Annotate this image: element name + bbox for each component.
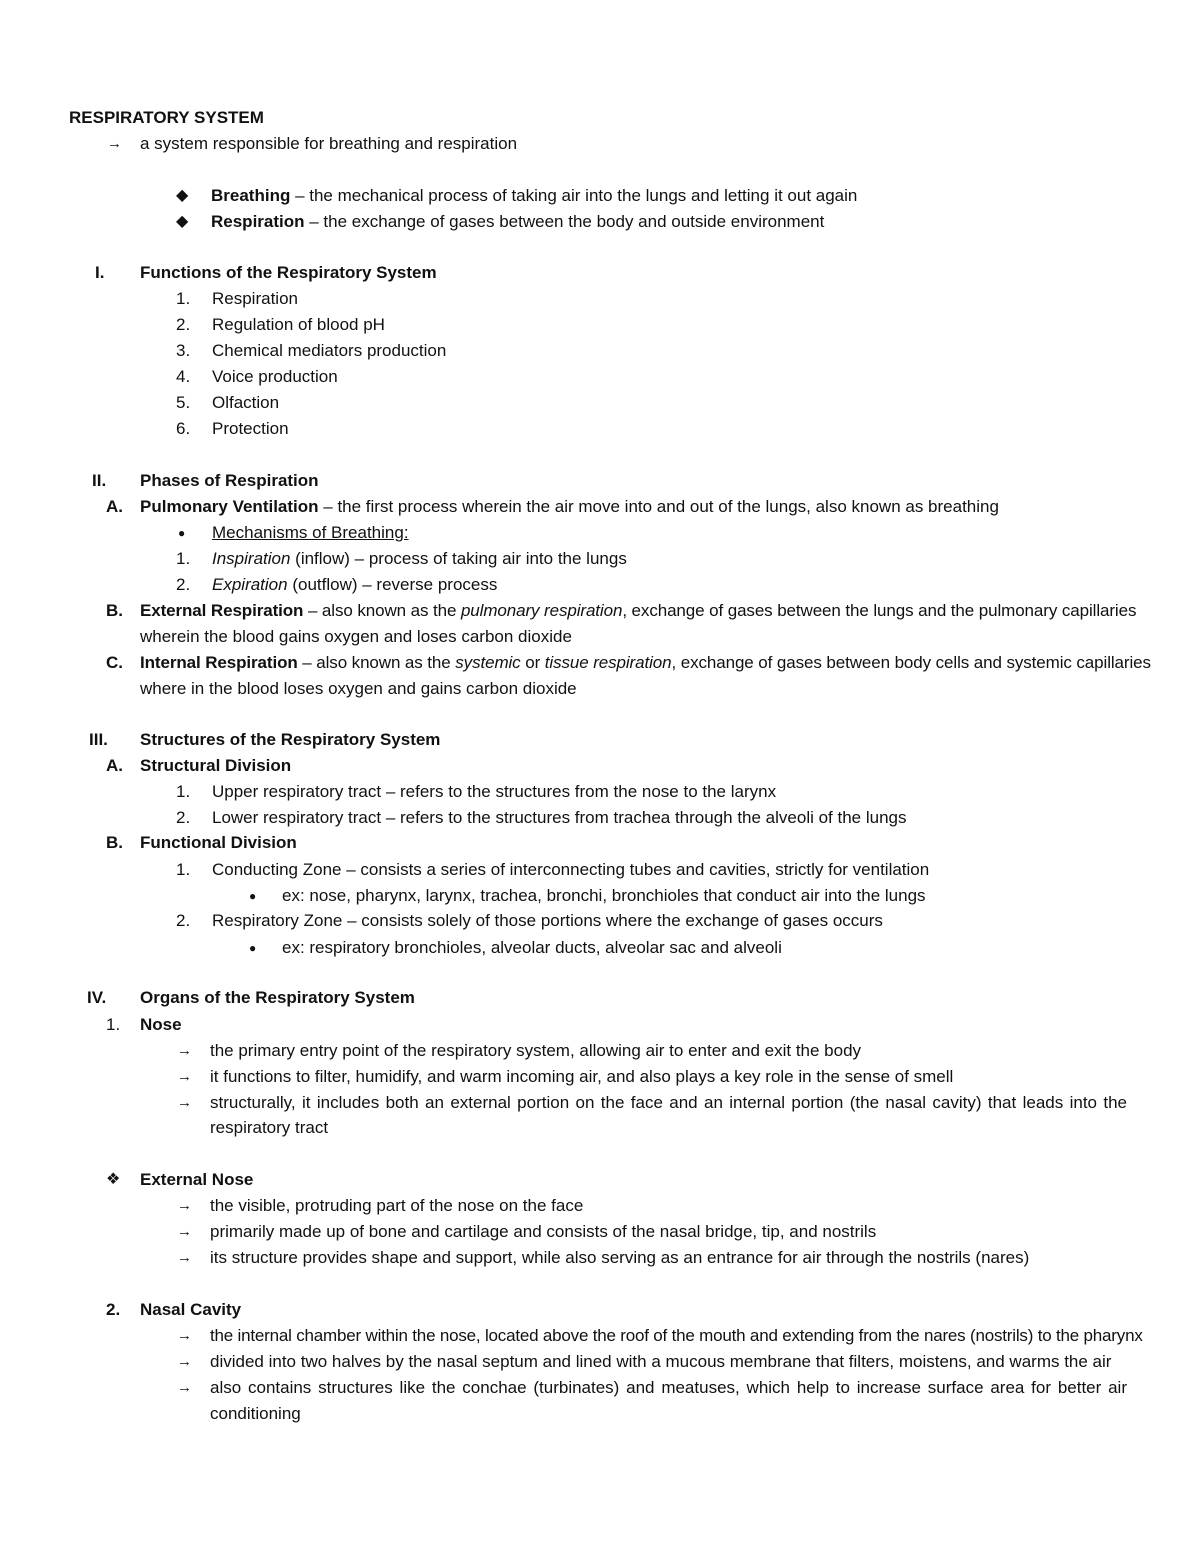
term: Pulmonary Ventilation	[140, 497, 319, 516]
list-number: 1.	[176, 289, 191, 308]
definition-term: Breathing	[211, 186, 291, 205]
list-number: 1.	[176, 782, 191, 801]
external-nose-point: primarily made up of bone and cartilage and consists of the nasal bridge, tip, and nostrils	[210, 1222, 877, 1241]
subsection-heading: Structural Division	[140, 756, 292, 775]
arrow-icon: →	[177, 1042, 192, 1059]
subsection-letter: B.	[106, 601, 123, 620]
arrow-icon: →	[177, 1094, 192, 1111]
subsection-letter: A.	[106, 497, 123, 516]
bullet-icon: ●	[178, 526, 186, 540]
example-item: ex: nose, pharynx, larynx, trachea, bronchi, bronchioles that conduct air into the lungs	[282, 886, 926, 905]
list-item: Chemical mediators production	[212, 341, 447, 360]
arrow-icon: →	[177, 1327, 192, 1344]
example-item: ex: respiratory bronchioles, alveolar ducts, alveolar sac and alveoli	[282, 938, 782, 957]
arrow-icon: →	[107, 135, 122, 152]
internal-respiration-cont: where in the blood loses oxygen and gains carbon dioxide	[140, 679, 577, 698]
list-item: Respiration	[212, 289, 298, 308]
term-text: (inflow) – process of taking air into the lungs	[290, 549, 627, 568]
list-number: 4.	[176, 367, 191, 386]
arrow-icon: →	[177, 1068, 192, 1085]
arrow-icon: →	[177, 1249, 192, 1266]
term-text: (outflow) – reverse process	[287, 575, 498, 594]
definition-text: – the mechanical process of taking air into the lungs and letting it out again	[290, 186, 858, 205]
term: Expiration	[212, 575, 288, 594]
section-heading: Organs of the Respiratory System	[140, 988, 415, 1007]
term-text: or	[520, 653, 545, 672]
subsection-letter: B.	[106, 833, 123, 852]
list-item: Olfaction	[212, 393, 280, 412]
definition-respiration	[211, 211, 824, 233]
list-number: 1.	[176, 860, 191, 879]
term: Internal Respiration	[140, 653, 298, 672]
external-respiration	[140, 600, 1137, 622]
nasal-cavity-point: divided into two halves by the nasal septum and lined with a mucous membrane that filters, moistens, and warms the air	[210, 1352, 1112, 1371]
section-number: II.	[92, 471, 107, 490]
section-heading: Phases of Respiration	[140, 471, 319, 490]
list-number: 5.	[176, 393, 191, 412]
page-title: RESPIRATORY SYSTEM	[69, 108, 264, 127]
organ-number: 2.	[106, 1300, 121, 1319]
organ-heading: Nasal Cavity	[140, 1300, 242, 1319]
list-number: 2.	[176, 575, 191, 594]
expiration-item	[212, 574, 497, 596]
arrow-icon: →	[177, 1197, 192, 1214]
list-item: Lower respiratory tract – refers to the structures from trachea through the alveoli of the lungs	[212, 808, 907, 827]
term: External Respiration	[140, 601, 304, 620]
arrow-icon: →	[177, 1223, 192, 1240]
list-number: 2.	[176, 315, 191, 334]
list-item: Protection	[212, 419, 289, 438]
subsection-letter: A.	[106, 756, 123, 775]
bullet-icon: ●	[249, 889, 257, 903]
nasal-cavity-point: also contains structures like the conchae (turbinates) and meatuses, which help to increase surface area for better air	[210, 1378, 1127, 1397]
subsection-letter: C.	[106, 653, 123, 672]
term-text: – also known as the	[297, 653, 456, 672]
nasal-cavity-point-cont: conditioning	[210, 1404, 301, 1423]
section-heading: Structures of the Respiratory System	[140, 730, 441, 749]
pulmonary-ventilation	[140, 496, 999, 518]
fancy-diamond-icon: ❖	[106, 1171, 121, 1188]
definition-text: – the exchange of gases between the body and outside environment	[304, 212, 825, 231]
subsection-heading: Functional Division	[140, 833, 297, 852]
term-text: , exchange of gases between the lungs and the pulmonary capillaries	[622, 601, 1137, 620]
section-number: IV.	[87, 988, 107, 1007]
external-respiration-cont: wherein the blood gains oxygen and loses carbon dioxide	[140, 627, 572, 646]
nose-point: the primary entry point of the respiratory system, allowing air to enter and exit the body	[210, 1041, 862, 1060]
definition-breathing	[211, 185, 857, 207]
diamond-bullet-icon: ◆	[176, 187, 189, 204]
organ-number: 1.	[106, 1015, 121, 1034]
intro-text: a system responsible for breathing and respiration	[140, 134, 518, 153]
nose-point: structurally, it includes both an external portion on the face and an internal portion (the nasal cavity) that leads into the	[210, 1093, 1127, 1112]
organ-heading: Nose	[140, 1015, 182, 1034]
bullet-icon: ●	[249, 941, 257, 955]
section-number: III.	[89, 730, 108, 749]
nose-point: it functions to filter, humidify, and warm incoming air, and also plays a key role in the sense of smell	[210, 1067, 954, 1086]
mechanisms-heading: Mechanisms of Breathing:	[212, 523, 409, 542]
term-text: , exchange of gases between body cells and systemic capillaries	[671, 653, 1151, 672]
italic-term: tissue respiration	[544, 653, 672, 672]
internal-respiration	[140, 652, 1151, 674]
nasal-cavity-point: the internal chamber within the nose, located above the roof of the mouth and extending from the nares (nostrils) to the pharynx	[210, 1326, 1143, 1345]
nose-point-cont: respiratory tract	[210, 1118, 329, 1137]
external-nose-point: the visible, protruding part of the nose on the face	[210, 1196, 584, 1215]
list-number: 1.	[176, 549, 191, 568]
diamond-bullet-icon: ◆	[176, 213, 189, 230]
list-number: 2.	[176, 808, 191, 827]
italic-term: pulmonary respiration	[460, 601, 623, 620]
arrow-icon: →	[177, 1353, 192, 1370]
inspiration-item	[212, 548, 627, 570]
term-text: – the first process wherein the air move into and out of the lungs, also known as breathing	[318, 497, 999, 516]
list-item: Voice production	[212, 367, 338, 386]
definition-term: Respiration	[211, 212, 305, 231]
italic-term: systemic	[455, 653, 521, 672]
list-item: Upper respiratory tract – refers to the structures from the nose to the larynx	[212, 782, 777, 801]
external-nose-point: its structure provides shape and support, while also serving as an entrance for air through the nostrils (nares)	[210, 1248, 1030, 1267]
list-number: 3.	[176, 341, 191, 360]
term-text: – also known as the	[303, 601, 461, 620]
organ-subheading: External Nose	[140, 1170, 254, 1189]
list-item: Conducting Zone – consists a series of interconnecting tubes and cavities, strictly for ventilation	[212, 860, 930, 879]
section-heading: Functions of the Respiratory System	[140, 263, 437, 282]
term: Inspiration	[212, 549, 291, 568]
list-item: Regulation of blood pH	[212, 315, 385, 334]
section-number: I.	[95, 263, 105, 282]
list-number: 2.	[176, 911, 191, 930]
list-item: Respiratory Zone – consists solely of those portions where the exchange of gases occurs	[212, 911, 883, 930]
arrow-icon: →	[177, 1379, 192, 1396]
list-number: 6.	[176, 419, 191, 438]
